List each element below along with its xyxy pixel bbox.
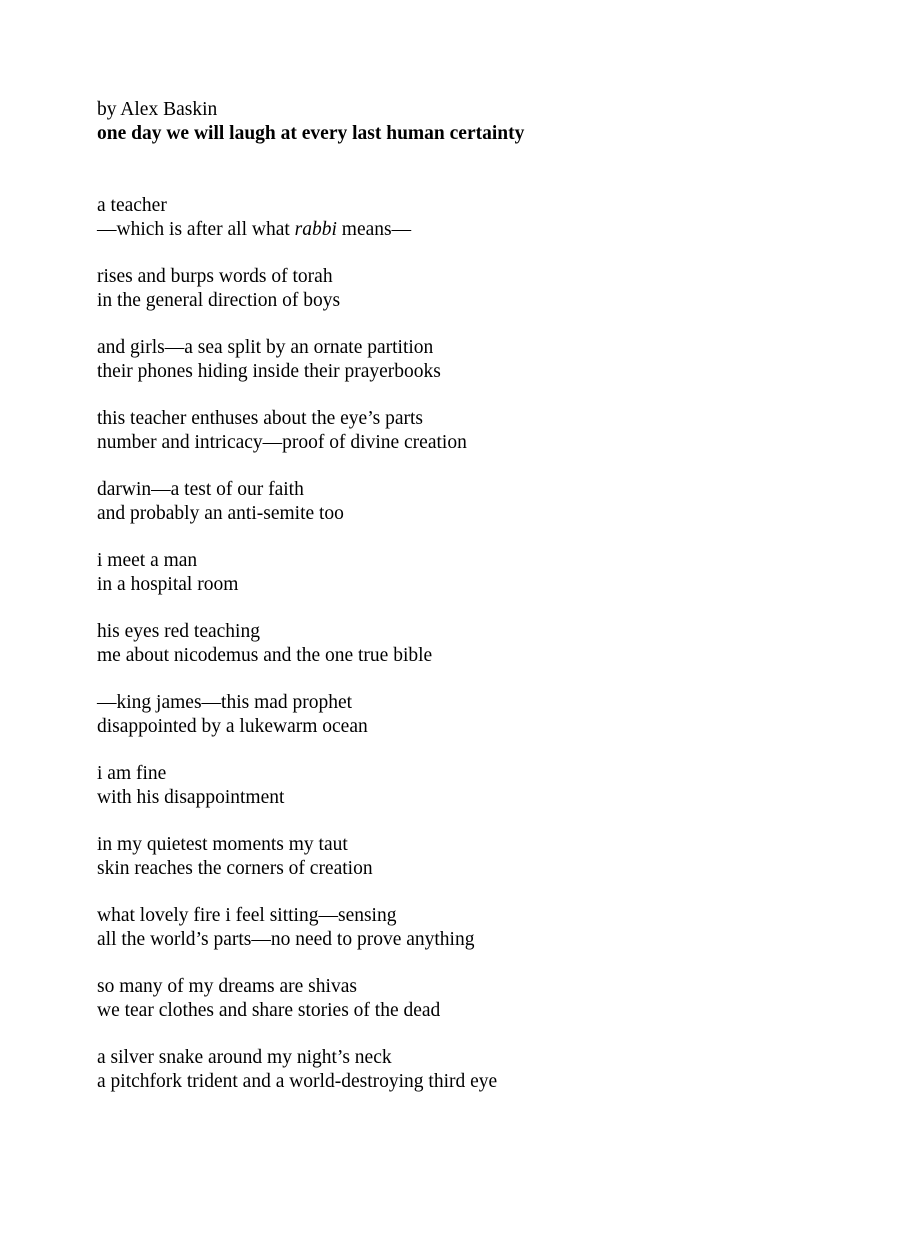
poem-body bbox=[97, 194, 877, 1094]
poem-line: with his disappointment bbox=[97, 787, 285, 808]
italic-word: rabbi bbox=[294, 219, 337, 240]
poem-line: and probably an anti-semite too bbox=[97, 503, 344, 524]
poem-line: a silver snake around my night’s neck bbox=[97, 1047, 392, 1068]
line-text: —which is after all what bbox=[97, 219, 295, 240]
poem-line: in a hospital room bbox=[97, 574, 239, 595]
poem-line: a pitchfork trident and a world-destroying third eye bbox=[97, 1071, 498, 1092]
poem-line: so many of my dreams are shivas bbox=[97, 976, 357, 997]
stanza bbox=[97, 691, 877, 739]
poem-line bbox=[97, 218, 877, 242]
poem-line: all the world’s parts—no need to prove anything bbox=[97, 929, 475, 950]
stanza bbox=[97, 478, 877, 526]
stanza bbox=[97, 407, 877, 455]
poem-line: disappointed by a lukewarm ocean bbox=[97, 716, 368, 737]
poem-line: and girls—a sea split by an ornate partition bbox=[97, 337, 434, 358]
author-line: by Alex Baskin bbox=[97, 99, 218, 120]
poem-line: i am fine bbox=[97, 763, 167, 784]
poem-line: his eyes red teaching bbox=[97, 621, 260, 642]
poem-line: darwin—a test of our faith bbox=[97, 479, 304, 500]
stanza bbox=[97, 194, 877, 242]
poem-title: one day we will laugh at every last human certainty bbox=[97, 123, 525, 144]
poem-line: rises and burps words of torah bbox=[97, 266, 333, 287]
poem-line: this teacher enthuses about the eye’s parts bbox=[97, 408, 423, 429]
poem-line: their phones hiding inside their prayerbooks bbox=[97, 361, 441, 382]
stanza bbox=[97, 620, 877, 668]
poem-line: i meet a man bbox=[97, 550, 198, 571]
stanza bbox=[97, 336, 877, 384]
poem-line: number and intricacy—proof of divine creation bbox=[97, 432, 467, 453]
poem-line: me about nicodemus and the one true bible bbox=[97, 645, 433, 666]
stanza bbox=[97, 975, 877, 1023]
line-text: means— bbox=[336, 219, 412, 240]
poem-line: a teacher bbox=[97, 195, 167, 216]
poem-line: —king james—this mad prophet bbox=[97, 692, 353, 713]
stanza bbox=[97, 1046, 877, 1094]
poem-line: skin reaches the corners of creation bbox=[97, 858, 373, 879]
poem-line: in my quietest moments my taut bbox=[97, 834, 348, 855]
stanza bbox=[97, 904, 877, 952]
stanza bbox=[97, 265, 877, 313]
stanza bbox=[97, 833, 877, 881]
stanza bbox=[97, 549, 877, 597]
poem-line: we tear clothes and share stories of the dead bbox=[97, 1000, 441, 1021]
poem-header bbox=[97, 98, 877, 146]
poem-line: what lovely fire i feel sitting—sensing bbox=[97, 905, 397, 926]
document-page bbox=[97, 98, 877, 1117]
poem-line: in the general direction of boys bbox=[97, 290, 341, 311]
stanza bbox=[97, 762, 877, 810]
